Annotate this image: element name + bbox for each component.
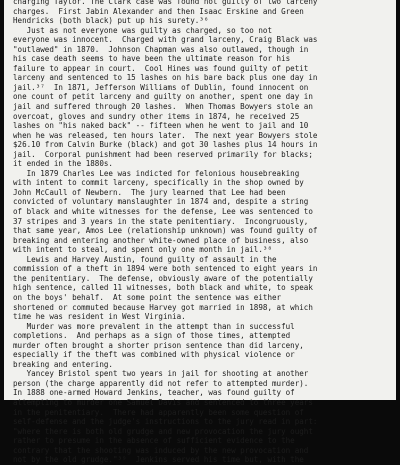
text-line: attempting to murder one Samuel Davis and sentenced to three years xyxy=(13,397,313,407)
text-line: shortened or commuted because Harvey got married in 1898, at which xyxy=(13,302,313,312)
text-line: charges. First Jabin Alexander and then Isaac Erskine and Green xyxy=(13,6,304,16)
text-line: his case death seems to have been the ultimate reason for his xyxy=(13,54,291,64)
text-line: in the penitentiary. There had apparently been some question of xyxy=(13,407,304,417)
text-line: lashes on "his naked back" -- fifteen when he went to jail and 10 xyxy=(13,121,309,131)
text-line: high sentence, called 11 witnesses, both black and white, to speak xyxy=(13,283,313,293)
text-line: Just as not everyone was guilty as charged, so too not xyxy=(13,25,272,35)
text-line: person (the charge apparently did not refer to attempted murder). xyxy=(13,378,309,388)
text-line: on the boys' behalf. At some point the sentence was either xyxy=(13,292,282,302)
text-line: Yancey Bristol spent two years in jail for shooting at another xyxy=(13,369,309,379)
document-body-text xyxy=(13,0,389,465)
text-line: murder often brought a shorter prison sentence than did larceny, xyxy=(13,340,304,350)
text-line: overcoat, gloves and sundry other items in 1874, he received 25 xyxy=(13,111,300,121)
text-line: $26.10 from Calvin Burke (black) and got 30 lashes plus 14 hours in xyxy=(13,140,318,150)
text-line: Lewis and Harvey Austin, found guilty of assault in the xyxy=(13,254,277,264)
text-line: one count of petit larceny and guilty on another, spent one day in xyxy=(13,92,313,102)
text-line: breaking and entering. xyxy=(13,359,113,369)
text-line: everyone was innocent. Charged with grand larceny, Craig Black was xyxy=(13,35,318,45)
text-line: convicted of voluntary manslaughter in 1874 and, despite a string xyxy=(13,197,309,207)
text-line: Murder was more prevalent in the attempt than in successful xyxy=(13,321,295,331)
text-line: "where there is both old grudge and new provocation the jury ought xyxy=(13,426,313,436)
text-line: commission of a theft in 1894 were both sentenced to eight years in xyxy=(13,264,318,274)
text-line: of black and white witnesses for the defense, Lee was sentenced to xyxy=(13,207,313,217)
text-line: rather to presume in the absence of sufficient evidence to the xyxy=(13,436,295,446)
text-line: self-defense and the judge's instructions to the jury read in part: xyxy=(13,417,318,427)
text-line: Hendricks (both black) put up his surety.³⁶ xyxy=(13,16,209,26)
text-line: it ended in the 1880s. xyxy=(13,159,113,169)
text-line: completions. And perhaps as a sign of those times, attempted xyxy=(13,331,291,341)
text-line: with intent to commit larceny, specifically in the shop owned by xyxy=(13,178,304,188)
text-line: contrary that the shooting was induced by the new provocation and xyxy=(13,445,309,455)
text-line: breaking and entering another white-owned place of business, also xyxy=(13,235,309,245)
text-line: failure to appear in court. Cool Hines was found guilty of petit xyxy=(13,63,309,73)
text-line: jail and suffered through 20 lashes. When Thomas Bowyers stole an xyxy=(13,102,313,112)
text-line: the penitentiary. The defense, obviously aware of the potentially xyxy=(13,273,313,283)
text-line: 37 stripes and 3 years in the state penitentiary. Incongruously, xyxy=(13,216,309,226)
text-line: with intent to steal, and spent only one month in jail.³⁸ xyxy=(13,245,272,255)
text-line: that same year, Amos Lee (relationship unknown) was found guilty of xyxy=(13,226,318,236)
text-line: In 1879 Charles Lee was indicted for felonious housebreaking xyxy=(13,168,300,178)
text-line: cnarging Taylor. The Clark case was found not guilty of two larceny xyxy=(13,0,318,6)
text-line: jail. Corporal punishment had been reserved primarily for blacks; xyxy=(13,149,313,159)
text-line: when he was released, ten hours later. The next year Bowyers stole xyxy=(13,130,318,140)
text-line: especially if the theft was combined with physical violence or xyxy=(13,350,295,360)
text-line: John McCaull of Newbern. The jury learned that Lee had been xyxy=(13,187,286,197)
text-line: jail.³⁷ In 1871, Jefferson Williams of Dublin, found innocent on xyxy=(13,82,309,92)
text-line: not by the old grudge."³⁹ Jenkins served his time but, with the xyxy=(13,455,304,465)
text-line: time he was resident in West Virginia. xyxy=(13,312,186,322)
text-line: "outlawed" in 1870. Johnson Chapman was also outlawed, though in xyxy=(13,44,309,54)
document-page xyxy=(4,0,396,465)
text-line: In 1888 one-armed Howard Jenkins, teacher, was found guilty of xyxy=(13,388,295,398)
text-line: larceny and sentenced to 15 lashes on his bare back plus one day in xyxy=(13,73,318,83)
